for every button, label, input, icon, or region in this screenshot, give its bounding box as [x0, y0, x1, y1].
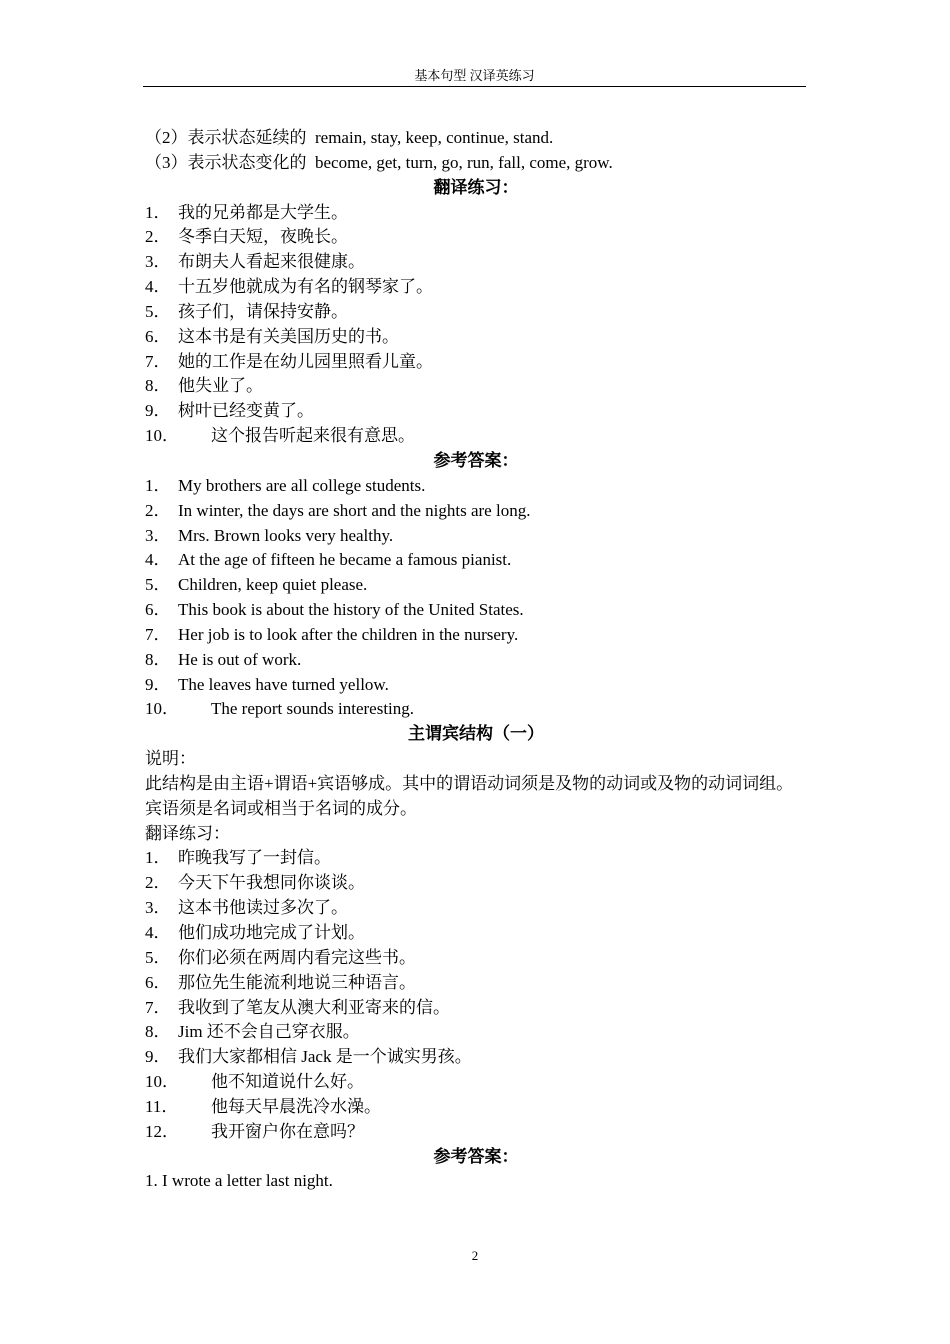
item-text: 他不知道说什么好。: [211, 1072, 364, 1092]
item-number: 12．: [145, 1121, 179, 1141]
answer-list: [145, 474, 807, 722]
exercise-item: [145, 1120, 807, 1145]
answer-item: [145, 648, 807, 673]
item-text: My brothers are all college students.: [178, 475, 426, 495]
section-title: 主谓宾结构（一）: [408, 724, 544, 744]
item-text: 昨晚我写了一封信。: [178, 848, 331, 868]
item-text: 这个报告听起来很有意思。: [211, 426, 415, 446]
item-number: 6．: [145, 326, 171, 346]
exercise-item: [145, 201, 807, 226]
item-text: 今天下午我想同你谈谈。: [178, 873, 365, 893]
item-text: Her job is to look after the children in the nursery.: [178, 624, 519, 644]
item-text: 我的兄弟都是大学生。: [178, 202, 348, 222]
item-number: 5．: [145, 947, 171, 967]
item-number: 2．: [145, 227, 171, 247]
item-number: 8．: [145, 376, 171, 396]
item-text: Mrs. Brown looks very healthy.: [178, 525, 394, 545]
exercise-item: [145, 946, 807, 971]
answer-item: [145, 548, 807, 573]
item-text: 他每天早晨洗冷水澡。: [211, 1096, 381, 1116]
item-text: 这本书他读过多次了。: [178, 898, 348, 918]
section-heading: 翻译练习：: [433, 177, 519, 197]
item-text: This book is about the history of the United States.: [178, 600, 524, 620]
item-text: 冬季白天短，夜晚长。: [178, 227, 348, 247]
item-number: 10．: [145, 426, 179, 446]
answer-line: 1. I wrote a letter last night.: [145, 1171, 333, 1191]
item-number: 3．: [145, 525, 171, 545]
item-text: In winter, the days are short and the nights are long.: [178, 500, 531, 520]
item-number: 2．: [145, 873, 171, 893]
item-number: 1．: [145, 202, 171, 222]
item-text: 你们必须在两周内看完这些书。: [178, 947, 416, 967]
page-number: 2: [471, 1248, 479, 1263]
item-text: Children, keep quiet please.: [178, 575, 368, 595]
item-number: 8．: [145, 649, 171, 669]
answer-item: [145, 697, 807, 722]
item-number: 9．: [145, 674, 171, 694]
item-number: 7．: [145, 997, 171, 1017]
item-number: 3．: [145, 252, 171, 272]
section-heading: 参考答案：: [433, 1146, 519, 1166]
exercise-item: [145, 846, 807, 871]
item-text: At the age of fifteen he became a famous pianist.: [178, 550, 512, 570]
exercise-list: [145, 846, 807, 1144]
exercise-item: [145, 325, 807, 350]
exercise-item: [145, 996, 807, 1021]
item-number: 1．: [145, 848, 171, 868]
exercise-item: [145, 971, 807, 996]
header-rule: [143, 86, 806, 87]
item-number: 2．: [145, 500, 171, 520]
item-number: 3．: [145, 898, 171, 918]
item-text: 我收到了笔友从澳大利亚寄来的信。: [178, 997, 450, 1017]
item-number: 6．: [145, 600, 171, 620]
intro-line: （2）表示状态延续的 remain, stay, keep, continue, stand.: [145, 128, 554, 147]
item-number: 1．: [145, 475, 171, 495]
item-text: The leaves have turned yellow.: [178, 674, 389, 694]
item-text: He is out of work.: [178, 649, 302, 669]
answer-item: [145, 673, 807, 698]
exercise-item: [145, 896, 807, 921]
exercise-item: [145, 300, 807, 325]
item-text: 他失业了。: [178, 376, 263, 396]
exercise-item: [145, 871, 807, 896]
exercise-item: [145, 275, 807, 300]
item-number: 7．: [145, 351, 171, 371]
item-number: 4．: [145, 923, 171, 942]
answer-item: [145, 598, 807, 623]
item-number: 11．: [145, 1096, 179, 1116]
item-text: 我开窗户你在意吗？: [211, 1121, 364, 1141]
item-text: 孩子们，请保持安静。: [178, 301, 348, 321]
item-text: 树叶已经变黄了。: [178, 401, 314, 421]
answer-item: [145, 573, 807, 598]
section-heading: 参考答案：: [433, 450, 519, 470]
exercise-item: [145, 374, 807, 399]
exercise-item: [145, 424, 807, 449]
exercise-list: [145, 201, 807, 449]
answer-item: [145, 474, 807, 499]
page-header: 基本句型 汉译英练习: [414, 68, 535, 83]
item-text: 她的工作是在幼儿园里照看儿童。: [178, 351, 433, 371]
note-text: 此结构是由主语+谓语+宾语够成。其中的谓语动词须是及物的动词或及物的动词词组。: [145, 773, 794, 793]
exercise-item: [145, 1020, 807, 1045]
note-text: 宾语须是名词或相当于名词的成分。: [145, 798, 417, 818]
item-number: 9．: [145, 1047, 171, 1067]
item-text: 这本书是有关美国历史的书。: [178, 326, 399, 346]
item-text: The report sounds interesting.: [211, 699, 415, 719]
item-text: 他们成功地完成了计划。: [178, 923, 365, 942]
item-number: 7．: [145, 624, 171, 644]
exercise-item: [145, 399, 807, 424]
answer-item: [145, 623, 807, 648]
exercise-item: [145, 1070, 807, 1095]
exercise-item: [145, 921, 807, 946]
item-number: 4．: [145, 277, 171, 297]
item-number: 10．: [145, 699, 179, 719]
exercise-item: [145, 1045, 807, 1070]
answer-item: [145, 499, 807, 524]
item-text: 十五岁他就成为有名的钢琴家了。: [178, 277, 433, 297]
answer-item: [145, 524, 807, 549]
exercise-item: [145, 250, 807, 275]
item-number: 5．: [145, 575, 171, 595]
item-number: 10．: [145, 1072, 179, 1092]
exercise-item: [145, 350, 807, 375]
item-text: 我们大家都相信 Jack 是一个诚实男孩。: [178, 1047, 472, 1067]
exercise-item: [145, 1095, 807, 1120]
note-label: 说明：: [145, 749, 196, 769]
exercise-label: 翻译练习：: [145, 823, 230, 843]
page-content: [145, 126, 807, 1194]
item-text: 布朗夫人看起来很健康。: [178, 252, 365, 272]
item-number: 6．: [145, 972, 171, 992]
item-text: Jim 还不会自己穿衣服。: [178, 1022, 360, 1042]
item-number: 9．: [145, 401, 171, 421]
item-number: 8．: [145, 1022, 171, 1042]
item-text: 那位先生能流利地说三种语言。: [178, 972, 416, 992]
item-number: 5．: [145, 301, 171, 321]
intro-line: （3）表示状态变化的 become, get, turn, go, run, fall, come, grow.: [145, 152, 613, 172]
item-number: 4．: [145, 550, 171, 570]
exercise-item: [145, 225, 807, 250]
